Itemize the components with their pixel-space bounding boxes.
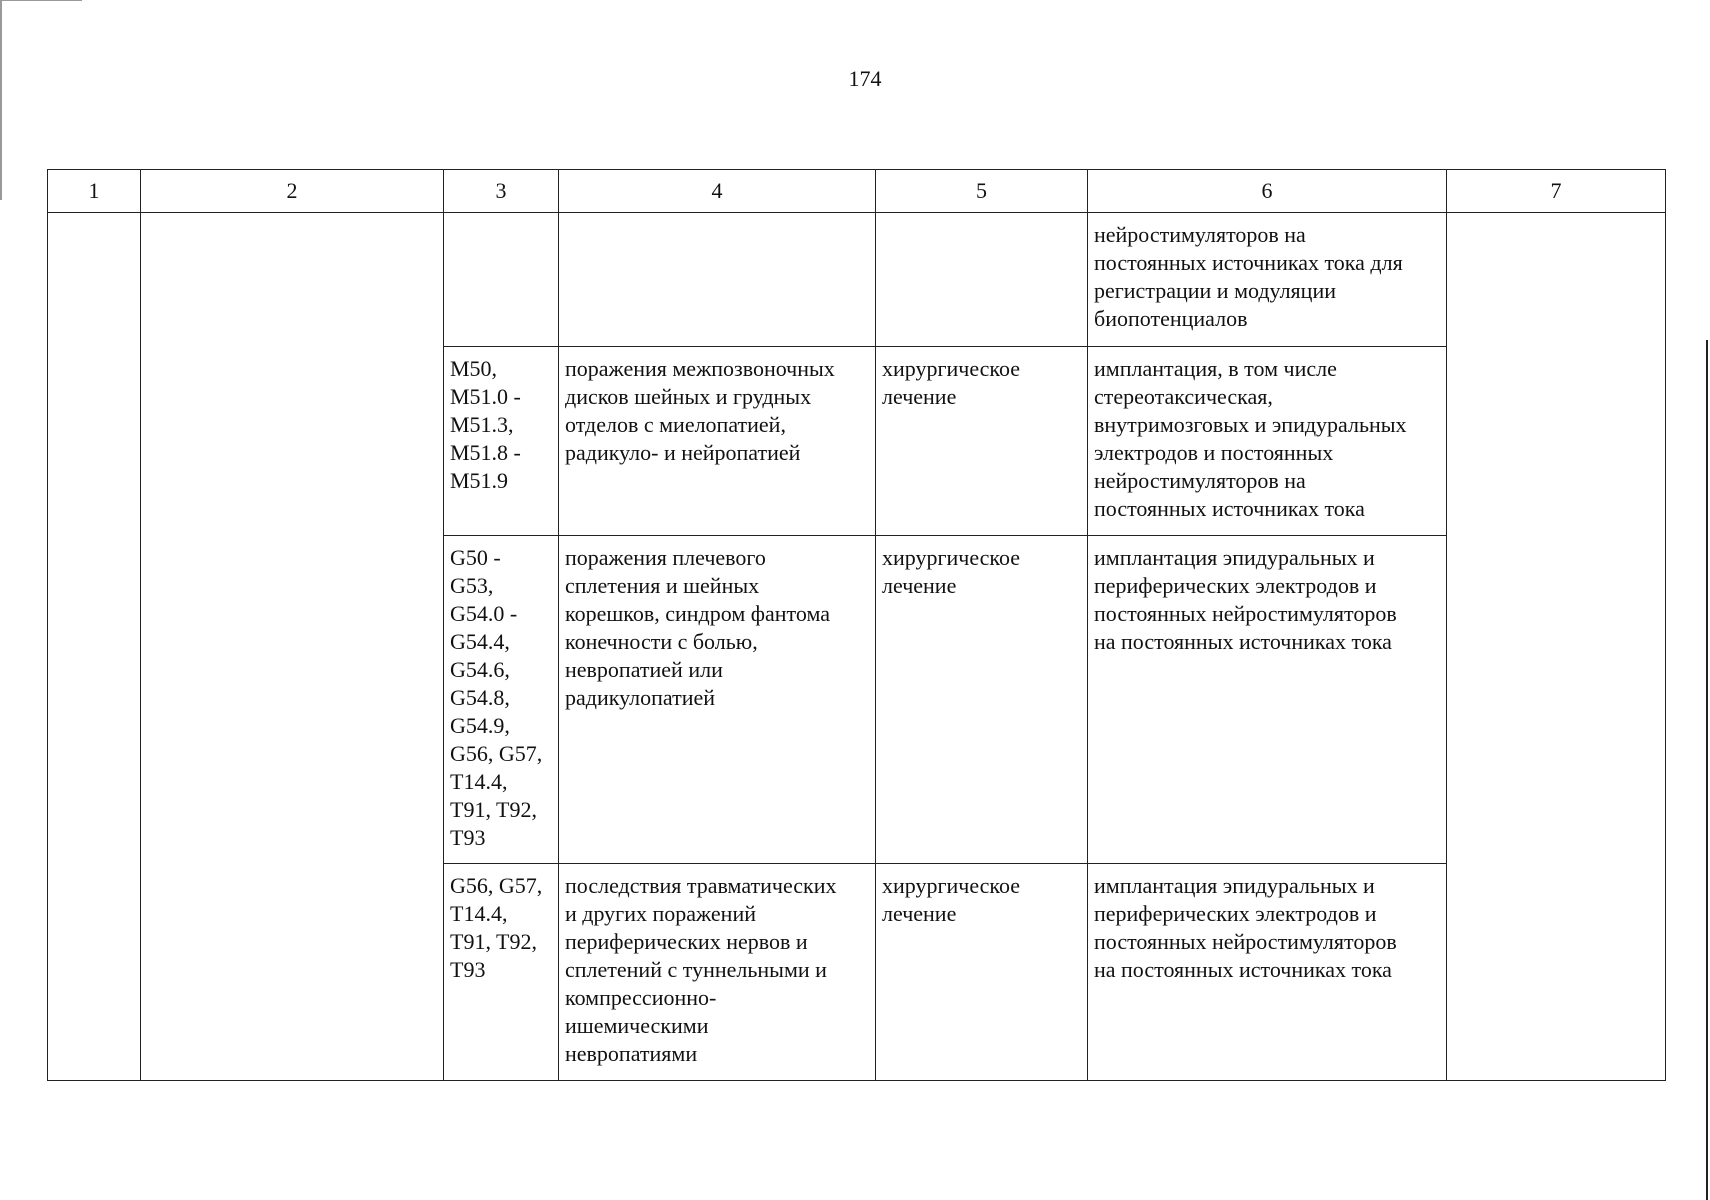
header-col-2: 2 bbox=[141, 170, 444, 213]
scan-artifact-edge-right bbox=[1706, 340, 1708, 1200]
cell-method: имплантация, в том числе стереотаксическая, внутримозговых и эпидуральных электродов и постоянных нейростимуляторов на постоянных источниках тока bbox=[1088, 347, 1447, 536]
table-row bbox=[48, 213, 1666, 347]
page-number: 174 bbox=[848, 66, 882, 91]
medical-procedures-table bbox=[47, 169, 1666, 1081]
header-col-4: 4 bbox=[559, 170, 876, 213]
scan-artifact-edge bbox=[0, 0, 2, 200]
header-col-6: 6 bbox=[1088, 170, 1447, 213]
header-col-1: 1 bbox=[48, 170, 141, 213]
cell-col-7 bbox=[1447, 213, 1666, 1081]
cell-treatment: хирургическое лечение bbox=[876, 864, 1088, 1081]
cell-condition bbox=[559, 213, 876, 347]
cell-treatment: хирургическое лечение bbox=[876, 347, 1088, 536]
cell-condition: последствия травматических и других поражений периферических нервов и сплетений с туннельными и компрессионно- ишемическими невропатиями bbox=[559, 864, 876, 1081]
scan-artifact-line bbox=[0, 0, 82, 1]
cell-method: имплантация эпидуральных и периферических электродов и постоянных нейростимуляторов на постоянных источниках тока bbox=[1088, 536, 1447, 864]
cell-treatment bbox=[876, 213, 1088, 347]
header-col-7: 7 bbox=[1447, 170, 1666, 213]
header-row bbox=[48, 170, 1666, 213]
cell-condition: поражения межпозвоночных дисков шейных и грудных отделов с миелопатией, радикуло- и нейропатией bbox=[559, 347, 876, 536]
cell-method: имплантация эпидуральных и периферических электродов и постоянных нейростимуляторов на постоянных источниках тока bbox=[1088, 864, 1447, 1081]
cell-codes: G50 - G53, G54.0 - G54.4, G54.6, G54.8, G54.9, G56, G57, T14.4, T91, T92, T93 bbox=[444, 536, 559, 864]
cell-condition: поражения плечевого сплетения и шейных корешков, синдром фантома конечности с болью, невропатией или радикулопатией bbox=[559, 536, 876, 864]
cell-col-2 bbox=[141, 213, 444, 1081]
header-col-5: 5 bbox=[876, 170, 1088, 213]
cell-method: нейростимуляторов на постоянных источниках тока для регистрации и модуляции биопотенциалов bbox=[1088, 213, 1447, 347]
cell-treatment: хирургическое лечение bbox=[876, 536, 1088, 864]
cell-codes: G56, G57, T14.4, T91, T92, T93 bbox=[444, 864, 559, 1081]
cell-col-1 bbox=[48, 213, 141, 1081]
header-col-3: 3 bbox=[444, 170, 559, 213]
cell-codes bbox=[444, 213, 559, 347]
cell-codes: M50, M51.0 - M51.3, M51.8 - M51.9 bbox=[444, 347, 559, 536]
